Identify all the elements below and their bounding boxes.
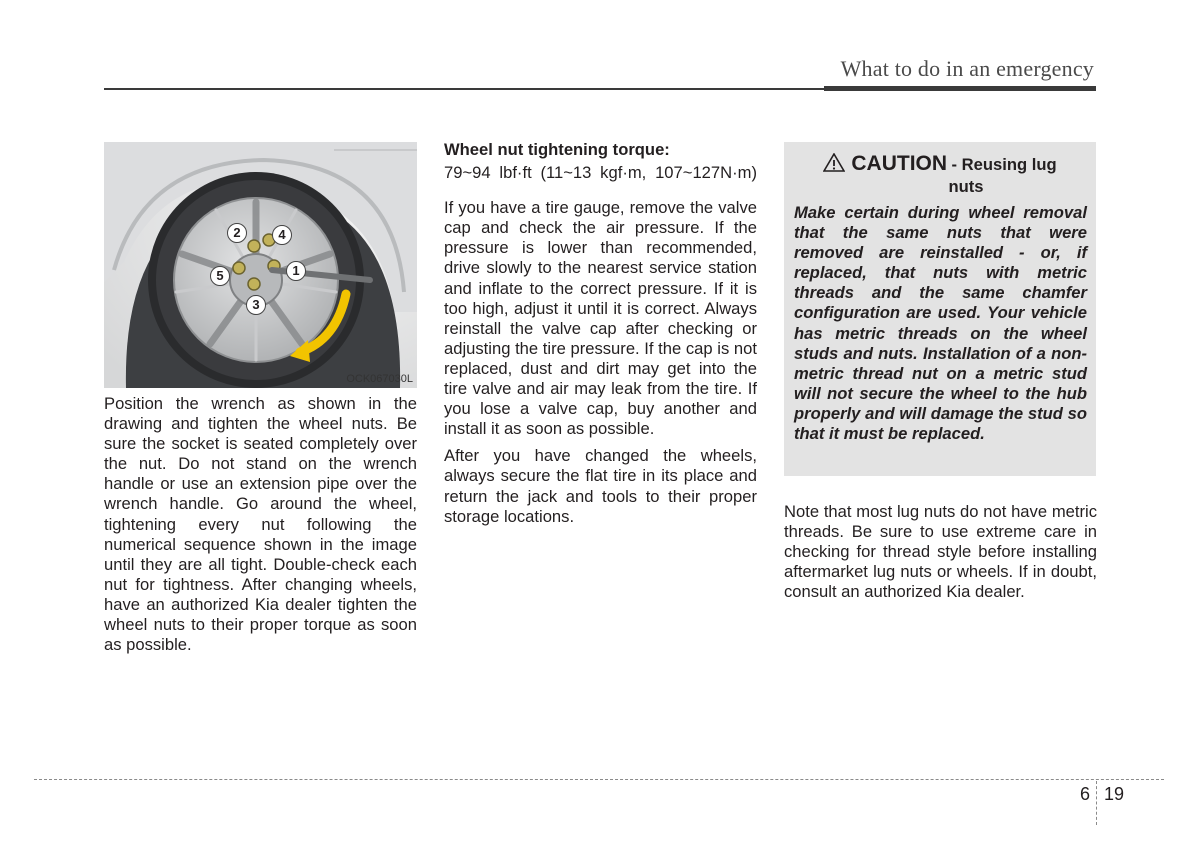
nut-label-3: 3 (246, 295, 266, 315)
after-change-paragraph: After you have changed the wheels, always secure the flat tire in its place and return the jack and tools to their proper storage locations. (444, 446, 757, 526)
column-2 (444, 140, 757, 527)
column-1 (104, 394, 417, 655)
warning-triangle-icon (823, 153, 845, 177)
nut-label-1: 1 (286, 261, 306, 281)
footer-divider (1096, 781, 1097, 825)
torque-values: 79~94 lbf·ft (11~13 kgf·m, 107~127N·m) (444, 163, 757, 183)
spacer (444, 439, 757, 446)
wrench-instructions-paragraph: Position the wrench as shown in the drawing and tighten the wheel nuts. Be sure the socket is seated completely over the nut. Do not stand on the wrench handle or use an extension pipe over the wrench handle. Go around the wheel, tightening every nut following the numerical sequence shown in the image until they are all tight. Double-check each nut for tightness. After changing wheels, have an authorized Kia dealer tighten the wheel nuts to their proper torque as soon as possible. (104, 394, 417, 655)
wheel-illustration (104, 142, 417, 388)
nut-label-4: 4 (272, 225, 292, 245)
caution-title (784, 152, 1096, 197)
caution-body: Make certain during wheel removal that the same nuts that were removed are reinstalled - or, if replaced, that nuts with metric threads and the same chamfer configuration are used. Your vehicle has metric threads on the wheel studs and nuts. Installation of a non-metric thread nut on a metric stud will not secure the wheel to the hub properly and will damage the stud so that it must be replaced. (794, 203, 1087, 444)
lug-nut-note-paragraph: Note that most lug nuts do not have metric threads. Be sure to use extreme care in checking for thread style before installing aftermarket lug nuts or wheels. If in doubt, consult an authorized Kia dealer. (784, 502, 1097, 602)
page-number: 19 (1104, 784, 1125, 804)
spacer (444, 183, 757, 198)
nut-label-5: 5 (210, 266, 230, 286)
wheel-nut-figure (104, 142, 417, 388)
caution-subtitle-1: - Reusing lug (951, 155, 1057, 174)
torque-subheading: Wheel nut tightening torque: (444, 140, 670, 159)
caution-box (784, 142, 1096, 476)
chapter-number: 6 (1080, 784, 1091, 804)
caution-label: CAUTION (851, 152, 948, 175)
caution-subtitle-2: nuts (948, 177, 984, 196)
figure-caption: OCK067030L (346, 373, 413, 385)
header-rule-accent (824, 86, 1096, 91)
column-3 (784, 502, 1097, 602)
nut-label-2: 2 (227, 223, 247, 243)
tire-gauge-paragraph: If you have a tire gauge, remove the valve cap and check the air pressure. If the pressure is lower than recommended, drive slowly to the nearest service station and inflate to the correct pressure. If it is too high, adjust it until it is correct. Always reinstall the valve cap after checking or adjusting the tire pressure. If the cap is not replaced, dust and dirt may get into the tire valve and air may leak from the tire. If you lose a valve cap, buy another and install it as soon as possible. (444, 198, 757, 439)
footer-rule (34, 779, 1164, 780)
running-header: What to do in an emergency (840, 56, 1094, 81)
